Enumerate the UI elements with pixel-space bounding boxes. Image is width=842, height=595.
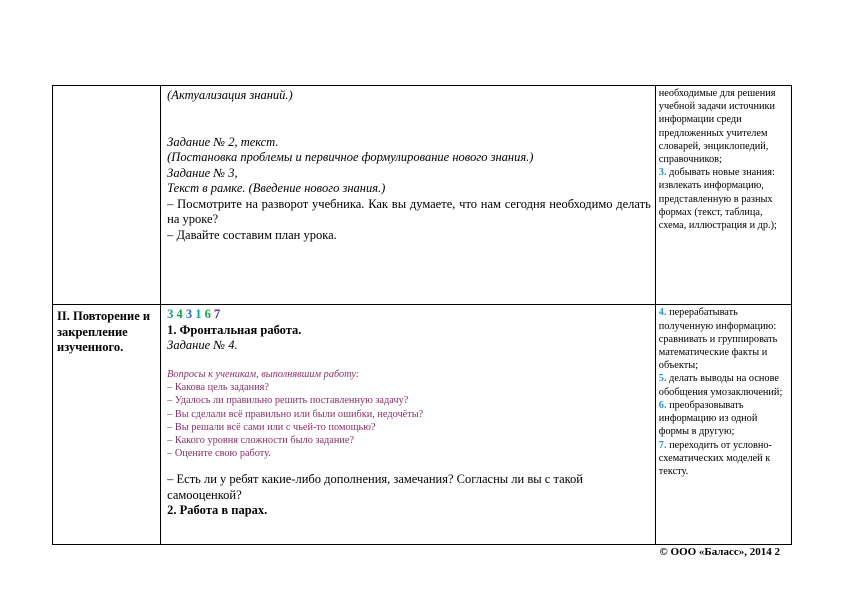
sequence-number: 3 bbox=[185, 307, 193, 322]
skills-intro: необходимые для решения учебной задачи источники информации среди предложенных учителем словарей, энциклопедий, справочников; bbox=[658, 88, 776, 166]
task-2: Задание № 2, текст. bbox=[167, 134, 279, 149]
skills-cell bbox=[655, 86, 791, 305]
skill-item bbox=[659, 439, 788, 479]
question-item: – Какова цель задания? bbox=[167, 382, 269, 394]
questions-heading: Вопросы к ученикам, выполнявшим работу: bbox=[167, 368, 360, 380]
lesson-plan-prompt: – Давайте составим план урока. bbox=[167, 227, 337, 242]
question-item: – Оцените свою работу. bbox=[167, 448, 271, 460]
activity-cell bbox=[161, 86, 656, 305]
task-4: Задание № 4. bbox=[167, 338, 238, 353]
question-item: – Удалось ли правильно решить поставленную задачу? bbox=[167, 395, 409, 407]
skill-sequence bbox=[167, 307, 651, 323]
sequence-number: 3 bbox=[167, 307, 174, 322]
skill-item bbox=[659, 166, 788, 232]
additions-question: – Есть ли у ребят какие-либо дополнения, замечания? Согласны ли вы с такой самооценкой? bbox=[167, 472, 583, 502]
skill-number: 6. bbox=[658, 399, 667, 411]
sequence-number: 6 bbox=[204, 307, 211, 322]
stage-cell: II. Повторение и закрепление изученного. bbox=[53, 305, 161, 545]
lesson-plan-table bbox=[52, 85, 792, 545]
table-row bbox=[53, 86, 792, 305]
sequence-number: 4 bbox=[176, 307, 183, 322]
sequence-number: 7 bbox=[214, 307, 221, 322]
sequence-number: 1 bbox=[195, 307, 202, 322]
skill-number: 4. bbox=[658, 307, 667, 319]
pair-work-heading: 2. Работа в парах. bbox=[167, 503, 268, 518]
skill-item bbox=[659, 399, 788, 439]
task-3: Задание № 3, bbox=[167, 165, 238, 180]
actualization-note: (Актуализация знаний.) bbox=[167, 88, 293, 102]
skill-item bbox=[659, 306, 788, 372]
frontal-work-heading: 1. Фронтальная работа. bbox=[167, 322, 302, 337]
table-row bbox=[53, 305, 792, 545]
question-item: – Какого уровня сложности было задание? bbox=[167, 434, 355, 446]
teacher-question: – Посмотрите на разворот учебника. Как вы думаете, что нам сегодня необходимо делать на уроке? bbox=[167, 196, 651, 226]
skill-number: 7. bbox=[658, 439, 667, 451]
skill-text: перерабатывать полученную информацию: сравнивать и группировать математические факты и объекты; bbox=[658, 307, 778, 372]
activity-cell bbox=[161, 305, 656, 545]
skill-number: 3. bbox=[658, 167, 667, 179]
stage-cell-empty bbox=[53, 86, 161, 305]
skill-text: переходить от условно-схематических моделей к тексту. bbox=[658, 439, 772, 477]
skill-text: преобразовывать информацию из одной формы в другую; bbox=[658, 399, 758, 438]
problem-statement-note: (Постановка проблемы и первичное формулирование нового знания.) bbox=[167, 150, 534, 164]
skill-item bbox=[659, 372, 788, 398]
skill-number: 5. bbox=[658, 373, 667, 385]
copyright-footer: © ООО «Баласс», 2014 2 bbox=[659, 546, 780, 558]
skills-cell bbox=[655, 305, 791, 545]
question-item: – Вы сделали всё правильно или были ошибки, недочёты? bbox=[167, 408, 424, 420]
skill-text: делать выводы на основе обобщения умозаключений; bbox=[658, 373, 783, 398]
skill-text: добывать новые знания: извлекать информацию, представленную в разных формах (текст, таблица, схема, иллюстрация и др.); bbox=[658, 167, 777, 232]
question-item: – Вы решали всё сами или с чьей-то помощью? bbox=[167, 421, 376, 433]
frame-text-note: Текст в рамке. (Введение нового знания.) bbox=[167, 181, 386, 195]
